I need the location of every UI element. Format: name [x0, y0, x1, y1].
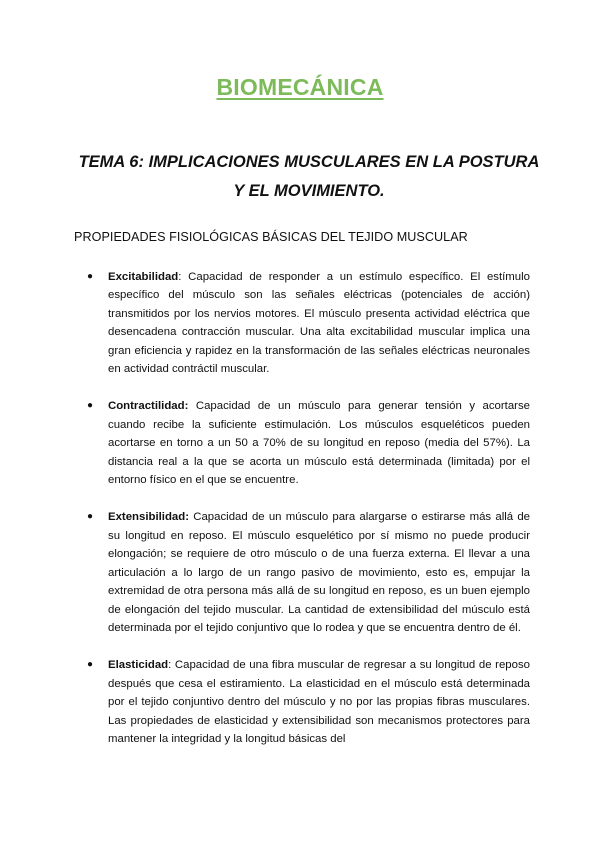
property-description: : Capacidad de una fibra muscular de regresar a su longitud de reposo después que cesa el estiramiento. La elasticidad en el músculo está determinada por el tejido conjuntivo dentro del músculo y no por las propias fibras musculares. Las propiedades de elasticidad y extensibilidad son mecanismos protectores para mantener la integridad y la longitud básicas del — [108, 659, 530, 745]
document-title: BIOMECÁNICA — [216, 74, 384, 100]
property-term: Extensibilidad: — [108, 511, 190, 524]
list-item-contractilidad — [74, 397, 530, 489]
property-description: : Capacidad de responder a un estímulo específico. El estímulo específico del músculo son las señales eléctricas (potenciales de acción) transmitidos por los nervios motores. El músculo presenta actividad eléctrica que desencadena contracción muscular. Una alta excitabilidad muscular implica una gran eficiencia y rapidez en la transformación de las señales eléctricas neuronales en actividad contráctil muscular. — [108, 271, 530, 376]
property-description: Capacidad de un músculo para alargarse o estirarse más allá de su longitud en reposo. El músculo esquelético por sí mismo no puede producir elongación; se requiere de otro músculo o de una fuerza externa. El llevar a una articulación a lo largo de un rango pasivo de movimiento, esto es, empujar la extremidad de otra persona más allá de su longitud en reposo, es un buen ejemplo de elongación del tejido muscular. La cantidad de extensibilidad del músculo está determinada por el tejido conjuntivo que lo rodea y que se encuentra dentro de él. — [108, 511, 530, 634]
properties-list — [74, 268, 530, 767]
section-heading: PROPIEDADES FISIOLÓGICAS BÁSICAS DEL TEJIDO MUSCULAR — [74, 230, 468, 244]
topic-subtitle: TEMA 6: IMPLICACIONES MUSCULARES EN LA POSTURA Y EL MOVIMIENTO. — [78, 153, 540, 200]
list-item-extensibilidad — [74, 508, 530, 637]
property-description: Capacidad de un músculo para generar tensión y acortarse cuando recibe la suficiente estimulación. Los músculos esqueléticos pueden acortarse en torno a un 50 a 70% de su longitud en reposo (media del 57%). La distancia real a la que se acorta un músculo está determinada (limitada) por el entorno físico en el que se encuentre. — [108, 400, 530, 487]
bullet-icon: ● — [87, 400, 94, 412]
property-term: Elasticidad — [108, 659, 169, 672]
bullet-icon: ● — [87, 659, 94, 671]
bullet-icon: ● — [87, 511, 94, 523]
list-item-excitabilidad — [74, 268, 530, 378]
bullet-icon: ● — [87, 271, 94, 282]
property-term: Contractilidad: — [108, 400, 189, 413]
list-item-elasticidad — [74, 656, 530, 748]
property-term: Excitabilidad — [108, 271, 179, 283]
